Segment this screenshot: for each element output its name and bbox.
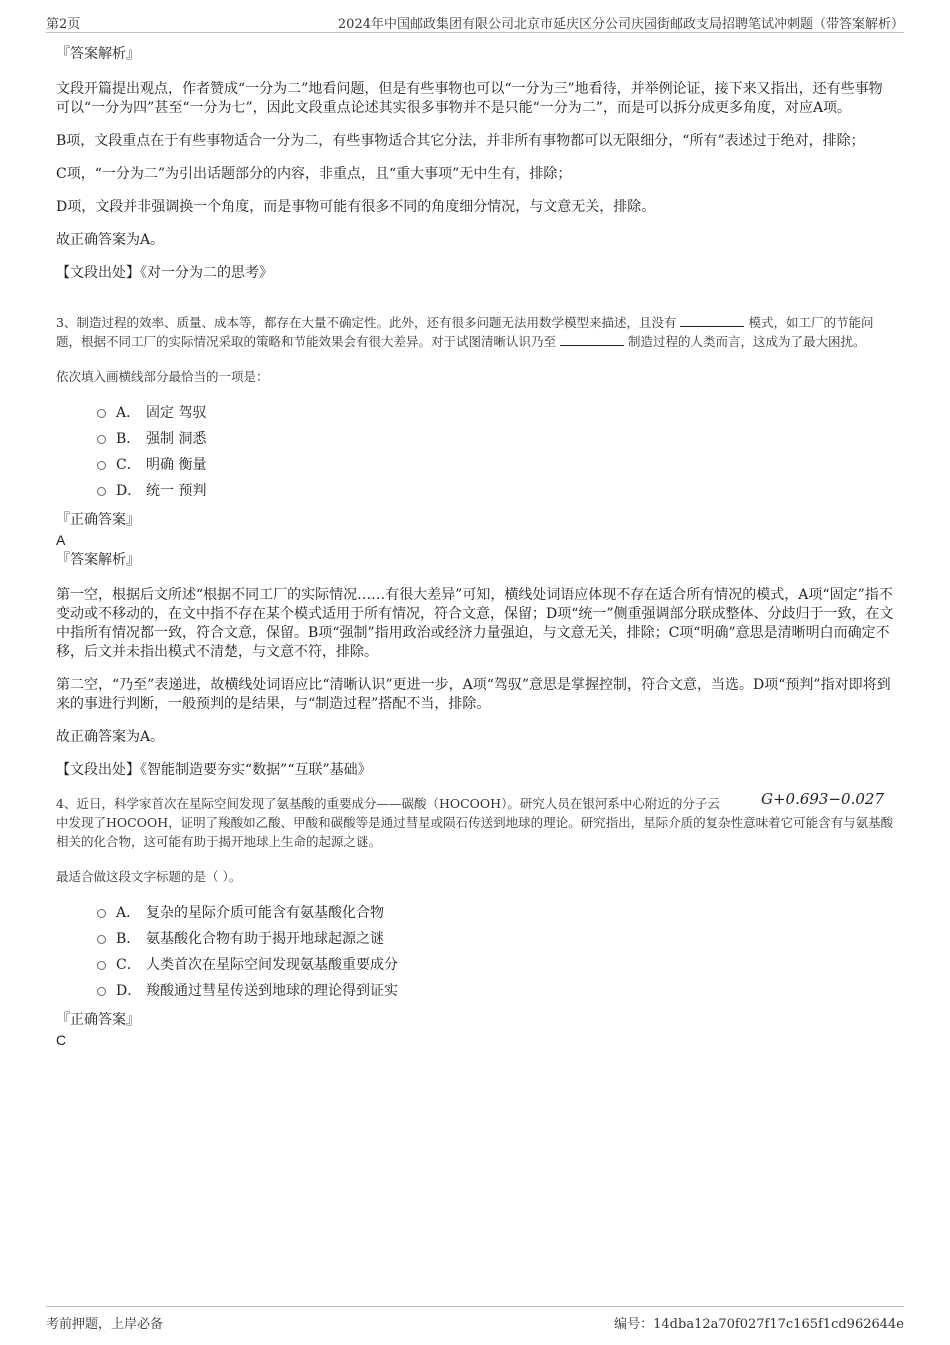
q2-analysis-p3: C项，“一分为二”为引出话题部分的内容，非重点，且“重大事项”无中生有，排除； (56, 166, 572, 182)
q2-conclusion: 故正确答案为A。 (56, 232, 165, 248)
page-footer (46, 1306, 904, 1331)
q3-blank-1 (680, 314, 744, 327)
q4-option-c[interactable]: C． 人类首次在星际空间发现氨基酸重要成分 (56, 952, 894, 978)
radio-icon[interactable] (97, 435, 106, 444)
q4-option-a[interactable]: A． 复杂的星际介质可能含有氨基酸化合物 (56, 900, 894, 926)
radio-icon[interactable] (97, 935, 106, 944)
q3-options (56, 400, 894, 504)
q3-option-c[interactable]: C． 明确 衡量 (56, 452, 894, 478)
q3-prompt: 依次填入画横线部分最恰当的一项是： (56, 369, 269, 384)
document-title: 2024年中国邮政集团有限公司北京市延庆区分公司庆园街邮政支局招聘笔试冲刺题（带答案解析） (337, 17, 904, 32)
q3-answer-tag: 『正确答案』 (56, 512, 140, 528)
radio-icon[interactable] (97, 461, 106, 470)
page-header (46, 10, 904, 33)
q3-analysis-p2: 第二空，“乃至”表递进，故横线处词语应比“清晰认识”更进一步，A项“驾驭”意思是掌握控制，符合文意，当选。D项“预判”指对即将到来的事进行判断，一般预判的是结果，与“制造过程”搭配不当，排除。 (56, 677, 891, 712)
radio-icon[interactable] (97, 909, 106, 918)
q2-analysis-tag: 『答案解析』 (56, 46, 140, 62)
q4-stem-rest: 中发现了HOCOOH，证明了羧酸如乙酸、甲酸和碳酸等是通过彗星或陨石传送到地球的理论。研究指出，星际介质的复杂性意味着它可能含有与氨基酸相关的化合物，这可能有助于揭开地球上生命的起源之谜。 (56, 815, 894, 849)
q3-answer: A (56, 532, 66, 548)
q4-stem (56, 790, 894, 851)
footer-slogan: 考前押题，上岸必备 (46, 1317, 164, 1332)
q4-stem-line1: 4、近日，科学家首次在星际空间发现了氨基酸的重要成分——碳酸（HOCOOH）。研究人员在银河系中心附近的分子云 (56, 796, 720, 811)
radio-icon[interactable] (97, 409, 106, 418)
q3-option-a[interactable]: A． 固定 驾驭 (56, 400, 894, 426)
q2-analysis-p1: 文段开篇提出观点，作者赞成“一分为二”地看问题，但是有些事物也可以“一分为三”地看待，并举例论证，接下来又指出，还有些事物可以“一分为四”甚至“一分为七”，因此文段重点论述其实很多事物并不是只能“一分为二”，而是可以拆分成更多角度，对应A项。 (56, 81, 883, 116)
content (56, 44, 894, 1050)
q4-options (56, 900, 894, 1004)
radio-icon[interactable] (97, 961, 106, 970)
q4-answer-tag: 『正确答案』 (56, 1012, 140, 1028)
document-id: 编号：14dba12a70f027f17c165f1cd962644e (614, 1317, 904, 1332)
radio-icon[interactable] (97, 487, 106, 496)
q3-conclusion: 故正确答案为A。 (56, 729, 165, 745)
formula: G+0.693−0.027 (760, 790, 884, 808)
q3-blank-2 (560, 333, 624, 346)
q4-answer: C (56, 1032, 67, 1048)
q2-analysis-p4: D项，文段并非强调换一个角度，而是事物可能有很多不同的角度细分情况，与文意无关，排除。 (56, 199, 656, 215)
q3-option-d[interactable]: D． 统一 预判 (56, 478, 894, 504)
q3-source: 【文段出处】《智能制造要夯实“数据”“互联”基础》 (56, 762, 372, 778)
page-number: 第2页 (46, 17, 81, 32)
q3-stem: 3、制造过程的效率、质量、成本等，都存在大量不确定性。此外，还有很多问题无法用数学模型来描述，且没有 模式，如工厂的节能问题，根据不同工厂的实际情况采取的策略和节能效果会有很大差异。对于试图清晰认识乃至 制造过程的人类而言，这成为了最大困扰。 (56, 315, 874, 349)
q4-option-b[interactable]: B． 氨基酸化合物有助于揭开地球起源之谜 (56, 926, 894, 952)
q3-analysis-p1: 第一空，根据后文所述“根据不同工厂的实际情况……有很大差异”可知，横线处词语应体现不存在适合所有情况的模式，A项“固定”指不变动或不移动的，在文中指不存在某个模式适用于所有情况，符合文意，保留；D项“统一”侧重强调部分联成整体、分歧归于一致，在文中指所有情况都一致，符合文意，保留。B项“强制”指用政治或经济力量强迫，与文意无关，排除；C项“明确”意思是清晰明白而确定不移，后文并未指出模式不清楚，与文意不符，排除。 (56, 587, 894, 660)
q3-option-b[interactable]: B． 强制 洞悉 (56, 426, 894, 452)
q2-source: 【文段出处】《对一分为二的思考》 (56, 265, 273, 281)
q2-analysis-p2: B项，文段重点在于有些事物适合一分为二，有些事物适合其它分法，并非所有事物都可以无限细分，“所有”表述过于绝对，排除； (56, 133, 865, 149)
q4-prompt: 最适合做这段文字标题的是（ ）。 (56, 869, 242, 884)
q3-analysis-tag: 『答案解析』 (56, 552, 140, 568)
radio-icon[interactable] (97, 987, 106, 996)
q4-option-d[interactable]: D． 羧酸通过彗星传送到地球的理论得到证实 (56, 978, 894, 1004)
